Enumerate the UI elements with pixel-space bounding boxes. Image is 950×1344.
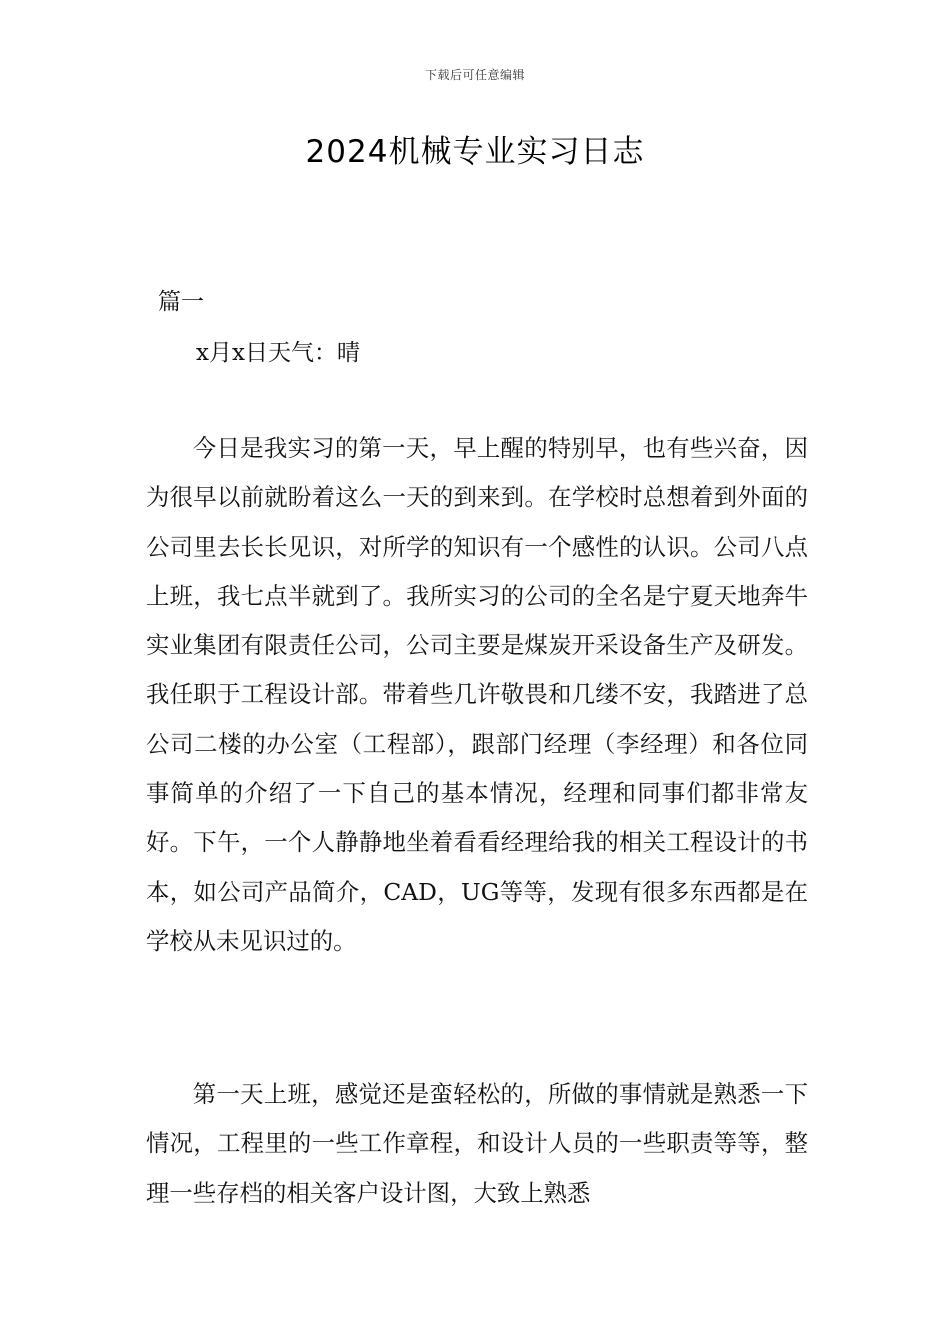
document-title: 2024机械专业实习日志: [305, 134, 645, 170]
section-label: 篇一: [158, 289, 204, 315]
date-weather-line: x月x日天气：晴: [196, 340, 360, 366]
body-paragraph: 今日是我实习的第一天，早上醒的特别早，也有些兴奋，因为很早以前就盼着这么一天的到来到。在学校时总想着到外面的公司里去长长见识，对所学的知识有一个感性的认识。公司八点上班，我七点半就到了。我所实习的公司的全名是宁夏天地奔牛实业集团有限责任公司，公司主要是煤炭开采设备生产及研发。我任职于工程设计部。带着些几许敬畏和几缕不安，我踏进了总公司二楼的办公室（工程部），跟部门经理（李经理）和各位同事简单的介绍了一下自己的基本情况，经理和同事们都非常友好。下午，一个人静静地坐着看看经理给我的相关工程设计的书本，如公司产品简介，CAD，UG等等，发现有很多东西都是在学校从未见识过的。: [146, 434, 808, 955]
header-note: 下载后可任意编辑: [424, 68, 525, 82]
body-paragraph: 第一天上班，感觉还是蛮轻松的，所做的事情就是熟悉一下情况，工程里的一些工作章程，和设计人员的一些职责等等，整理一些存档的相关客户设计图，大致上熟悉: [146, 1080, 808, 1207]
